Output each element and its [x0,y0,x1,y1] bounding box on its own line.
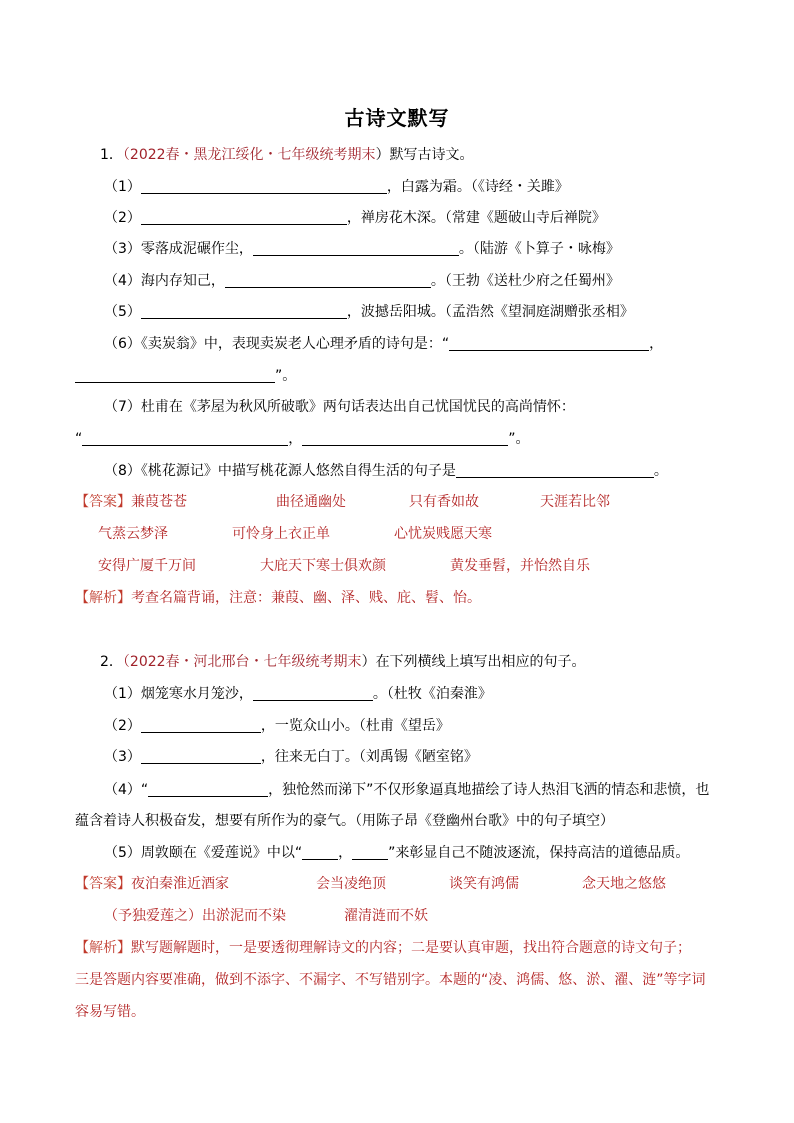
q2-item-1-pre: （1）烟笼寒水月笼沙， [104,686,253,702]
q2-item-4-pre: （4）“ [104,782,149,798]
q2-analysis-text-3: 容易写错。 [75,1004,145,1020]
q1-item-2 [104,208,606,228]
q1-item-8 [104,461,668,481]
q1-answer-4: 天涯若比邻 [540,494,610,510]
answer-blank[interactable] [253,685,373,701]
q1-item-7-cont [75,429,530,449]
answer-blank[interactable] [225,272,431,288]
q1-item-7-text: （7）杜甫在《茅屋为秋风所破歌》两句话表达出自己忧国忧民的高尚情怀： [104,399,575,415]
q1-item-8-text: （8）《桃花源记》中描写桃花源人悠然自得生活的句子是 [104,463,456,479]
q1-item-1 [104,177,569,197]
q2-item-5-comma: ， [338,845,353,861]
answer-blank[interactable] [456,462,654,478]
q2-number: 2． [100,654,123,670]
q2-source: 2022春・河北邢台・七年级统考期末 [129,654,362,670]
q1-analysis [75,588,481,608]
q1-stem: 默写古诗文。 [389,147,474,163]
q2-item-4-text: ，独怆然而涕下”不仅形象逼真地描绘了诗人热泪飞洒的情态和悲愤，也 [268,782,710,798]
q1-item-6-end: ”。 [275,368,297,384]
q1-item-7-comma: ， [288,431,303,447]
q1-source: 2022春・黑龙江绥化・七年级统考期末 [129,147,376,163]
q2-answer-3: 谈笑有鸿儒 [449,876,519,892]
answer-blank[interactable] [253,240,459,256]
q1-source-close: ） [375,147,390,163]
answer-blank[interactable] [141,209,347,225]
q2-item-1 [104,684,492,704]
answer-blank[interactable] [352,844,388,860]
q1-item-3-post: 。（陆游《卜算子・咏梅》 [458,241,620,257]
q2-item-1-post: 。（杜牧《泊秦淮》 [372,686,492,702]
q2-item-2-pre: （2） [104,718,141,734]
q1-answer-6: 可怜身上衣正单 [232,526,330,542]
q2-answer-5: （予独爱莲之）出淤泥而不染 [104,908,286,924]
page-title: 古诗文默写 [344,106,450,130]
q1-item-2-pre: （2） [104,210,141,226]
q1-answer-label: 【答案】 [75,494,131,510]
q1-answer-7: 心忧炭贱愿天寒 [394,526,492,542]
q2-item-5-pre: （5）周敦颐在《爱莲说》中以“ [104,845,303,861]
q1-answer-8: 安得广厦千万间 [98,558,196,574]
answer-blank[interactable] [449,335,649,351]
q1-item-4 [104,271,620,291]
q2-stem: 在下列横线上填写出相应的句子。 [375,654,586,670]
q2-item-3 [104,747,478,767]
q1-source-open: （ [122,147,130,163]
q2-item-2-post: ，一览众山小。（杜甫《望岳》 [260,718,450,734]
q1-item-6-text: （6）《卖炭翁》中，表现卖炭老人心理矛盾的诗句是：“ [104,336,450,352]
q2-analysis [75,938,691,958]
q2-source-open: （ [122,654,130,670]
q2-source-close: ） [361,654,376,670]
q2-item-5-post: ”来彰显自己不随波逐流，保持高洁的道德品质。 [388,845,690,861]
answer-blank[interactable] [302,844,338,860]
q1-answer-1: 兼葭苍苍 [131,494,187,510]
q2-item-3-pre: （3） [104,749,141,765]
q1-item-4-post: 。（王勃《送杜少府之任蜀州》 [430,273,620,289]
q2-header [100,652,586,672]
q1-item-6 [104,334,663,354]
q2-answer-6: 濯清涟而不妖 [344,908,428,924]
q2-item-2 [104,716,450,736]
q1-item-7 [104,397,575,417]
q1-item-5 [104,302,634,322]
q2-answer-1: 夜泊秦淮近酒家 [131,876,229,892]
q1-item-6-cont [75,366,296,386]
q2-analysis-label: 【解析】 [75,940,131,956]
q2-analysis-text-2: 三是答题内容要准确，做到不添字、不漏字、不写错别字。本题的“凌、鸿儒、悠、淤、濯、涟”等字词 [75,972,706,988]
q1-answer-9: 大庇天下寒士俱欢颜 [260,558,386,574]
answer-blank[interactable] [141,717,261,733]
answer-blank[interactable] [141,178,387,194]
q1-item-6-comma: ， [649,336,664,352]
q1-answer-2: 曲径通幽处 [276,494,346,510]
q1-answer-3: 只有香如故 [409,494,479,510]
q1-item-4-pre: （4）海内存知己， [104,273,225,289]
q2-item-4 [104,780,709,800]
q2-item-3-post: ，往来无白丁。（刘禹锡《陋室铭》 [260,749,478,765]
q1-item-1-pre: （1） [104,179,141,195]
q1-item-5-post: ，波撼岳阳城。（孟浩然《望洞庭湖赠张丞相》 [346,304,634,320]
q1-item-7-quote: “ [75,431,83,447]
q2-answer-4: 念天地之悠悠 [582,876,666,892]
q1-item-1-post: ，白露为霜。（《诗经・关雎》 [386,179,569,195]
q1-answer-10: 黄发垂髫，并怡然自乐 [450,558,590,574]
q2-answer-label: 【答案】 [75,876,131,892]
q1-header [100,145,474,165]
q1-item-2-post: ，禅房花木深。（常建《题破山寺后禅院》 [346,210,606,226]
q2-answer-2: 会当凌绝顶 [316,876,386,892]
q1-item-7-end: ”。 [508,431,530,447]
q1-number: 1． [100,147,123,163]
q1-item-3 [104,239,620,259]
answer-blank[interactable] [82,430,288,446]
q2-analysis-text-1: 默写题解题时，一是要透彻理解诗文的内容；二是要认真审题，找出符合题意的诗文句子； [131,940,691,956]
q2-item-4-cont: 蕴含着诗人积极奋发，想要有所作为的豪气。（用陈子昂《登幽州台歌》中的句子填空） [75,813,614,829]
q1-analysis-label: 【解析】 [75,590,131,606]
answer-blank[interactable] [141,303,347,319]
q1-analysis-text: 考查名篇背诵，注意：兼葭、幽、泽、贱、庇、髫、怡。 [131,590,481,606]
answer-blank[interactable] [141,748,261,764]
q1-item-8-end: 。 [653,463,668,479]
q1-item-3-pre: （3）零落成泥碾作尘， [104,241,253,257]
answer-blank[interactable] [148,781,268,797]
answer-blank[interactable] [302,430,508,446]
q2-item-5 [104,843,689,863]
q1-answer-5: 气蒸云梦泽 [98,526,168,542]
answer-blank[interactable] [75,367,275,383]
q1-item-5-pre: （5） [104,304,141,320]
